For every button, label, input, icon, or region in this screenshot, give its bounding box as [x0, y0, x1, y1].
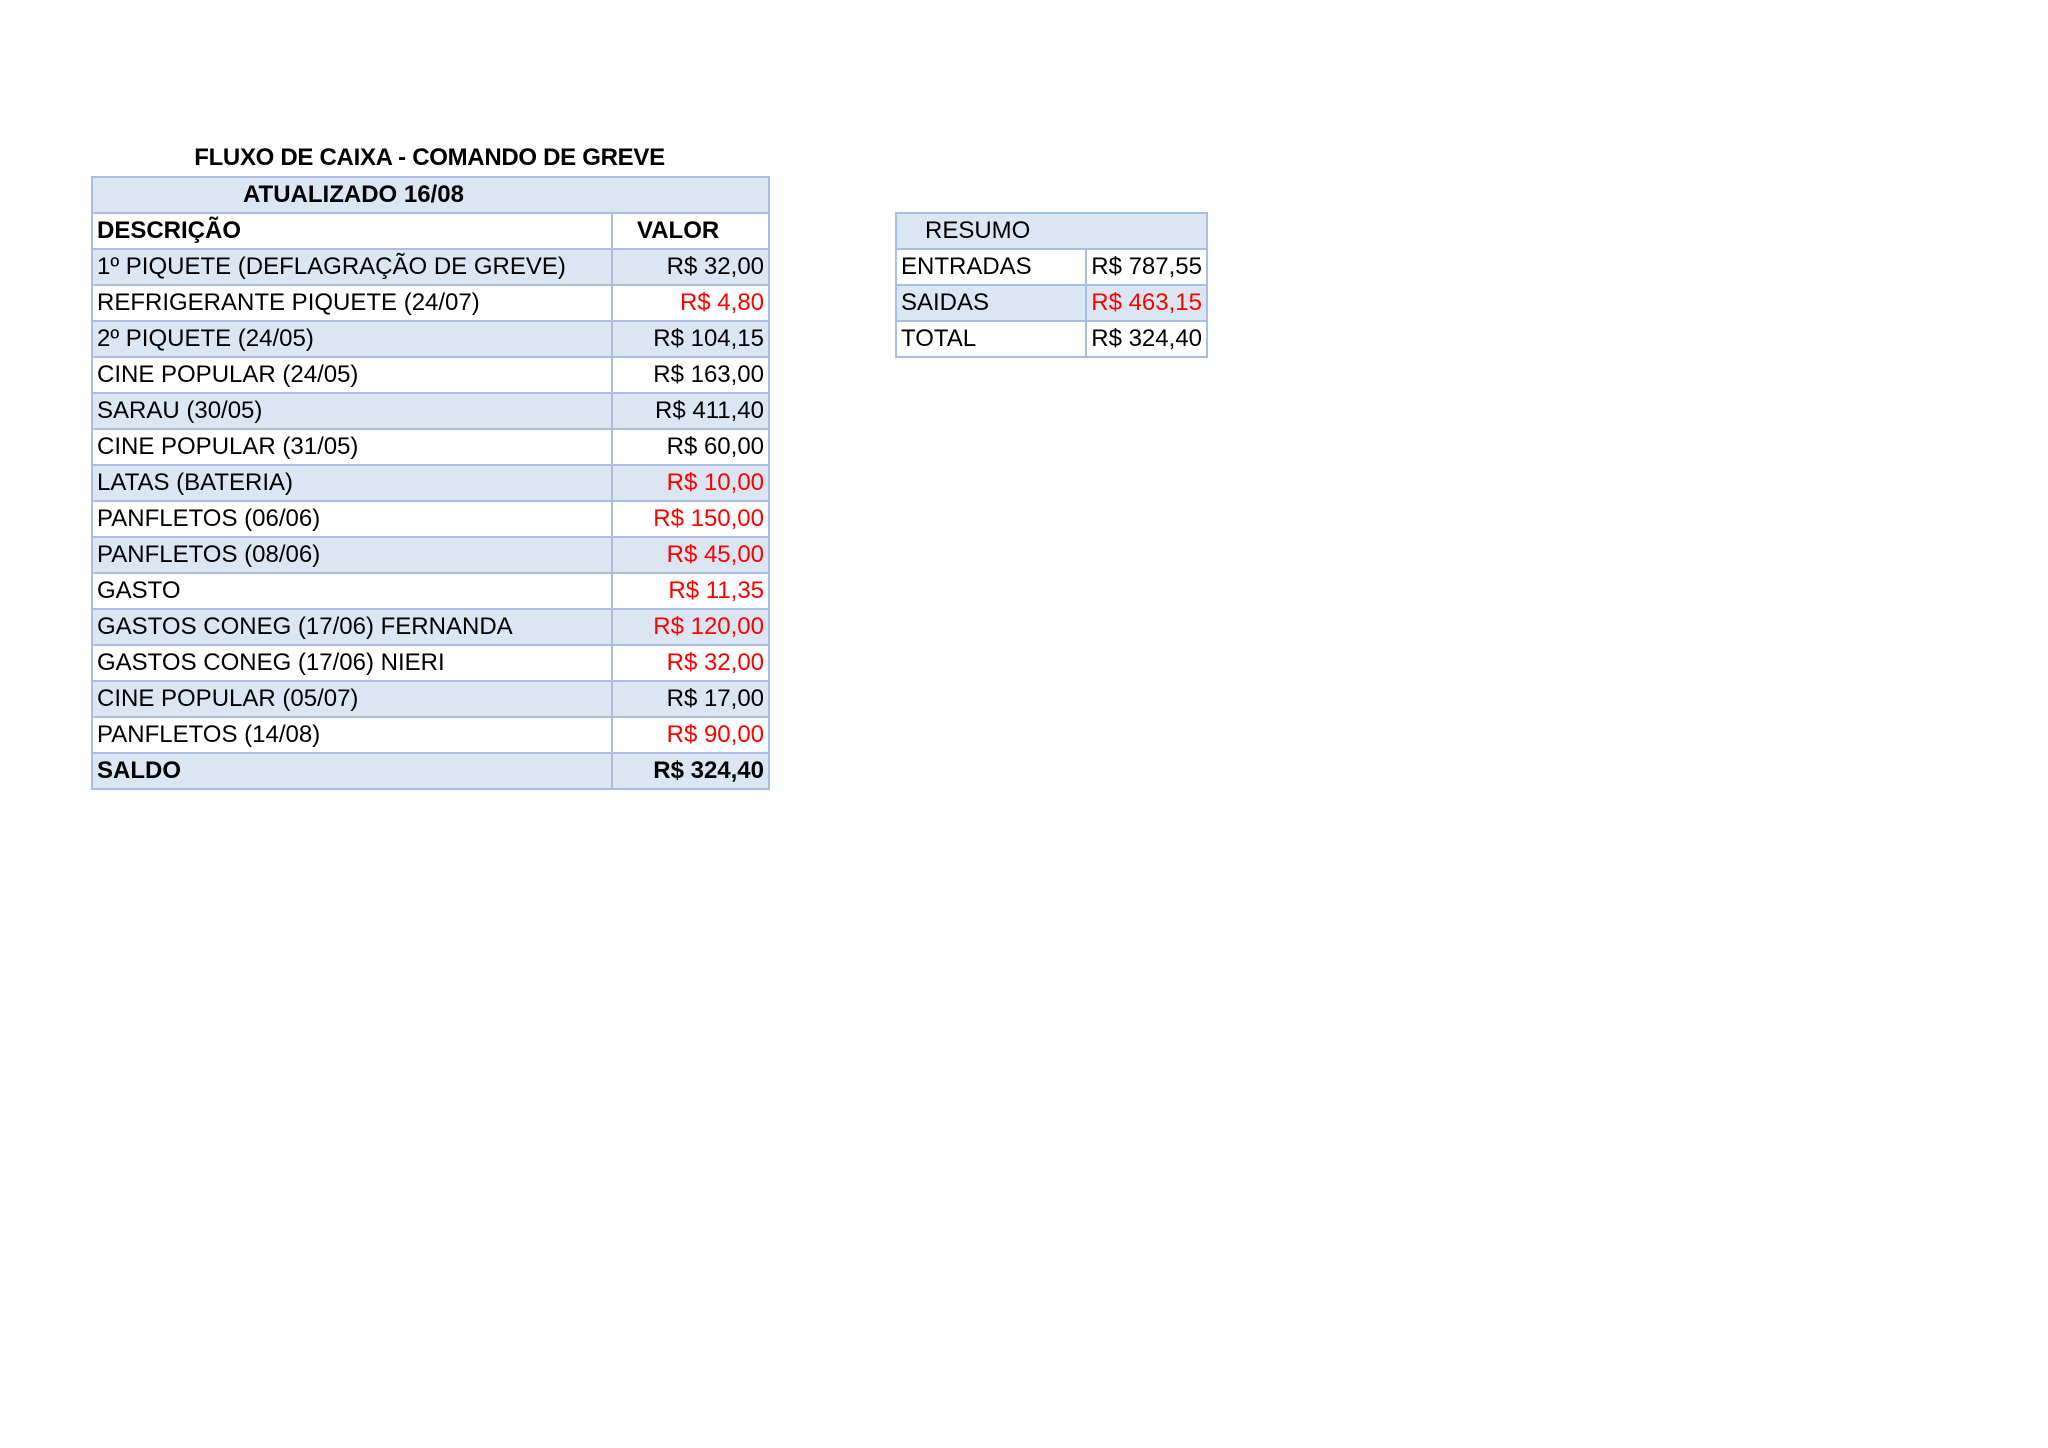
- value-cell[interactable]: R$ 10,00: [612, 465, 769, 501]
- table-row: [92, 501, 769, 537]
- summary-row: [896, 249, 1207, 285]
- summary-label[interactable]: ENTRADAS: [896, 249, 1086, 285]
- value-cell[interactable]: R$ 32,00: [612, 645, 769, 681]
- value-cell[interactable]: R$ 150,00: [612, 501, 769, 537]
- description-cell[interactable]: 2º PIQUETE (24/05): [92, 321, 612, 357]
- summary-label[interactable]: TOTAL: [896, 321, 1086, 357]
- description-cell[interactable]: SARAU (30/05): [92, 393, 612, 429]
- table-row: [92, 357, 769, 393]
- summary-title[interactable]: RESUMO: [896, 213, 1207, 249]
- value-cell[interactable]: R$ 32,00: [612, 249, 769, 285]
- balance-row: [92, 753, 769, 789]
- summary-value[interactable]: R$ 463,15: [1086, 285, 1207, 321]
- description-cell[interactable]: PANFLETOS (08/06): [92, 537, 612, 573]
- value-cell[interactable]: R$ 411,40: [612, 393, 769, 429]
- description-cell[interactable]: CINE POPULAR (05/07): [92, 681, 612, 717]
- table-row: [92, 429, 769, 465]
- summary-label[interactable]: SAIDAS: [896, 285, 1086, 321]
- description-cell[interactable]: CINE POPULAR (24/05): [92, 357, 612, 393]
- value-cell[interactable]: R$ 11,35: [612, 573, 769, 609]
- updated-label[interactable]: ATUALIZADO 16/08: [92, 177, 769, 213]
- table-row: [92, 573, 769, 609]
- table-row: [92, 609, 769, 645]
- balance-label[interactable]: SALDO: [92, 753, 612, 789]
- description-cell[interactable]: LATAS (BATERIA): [92, 465, 612, 501]
- description-cell[interactable]: PANFLETOS (14/08): [92, 717, 612, 753]
- sheet-title: FLUXO DE CAIXA - COMANDO DE GREVE: [194, 144, 665, 171]
- summary-row: [896, 285, 1207, 321]
- cash-flow-table: [91, 176, 770, 790]
- table-row: [92, 285, 769, 321]
- summary-row: [896, 321, 1207, 357]
- value-cell[interactable]: R$ 60,00: [612, 429, 769, 465]
- value-cell[interactable]: R$ 45,00: [612, 537, 769, 573]
- table-row: [92, 645, 769, 681]
- value-cell[interactable]: R$ 90,00: [612, 717, 769, 753]
- description-cell[interactable]: PANFLETOS (06/06): [92, 501, 612, 537]
- table-row: [92, 465, 769, 501]
- table-row: [92, 717, 769, 753]
- description-cell[interactable]: GASTOS CONEG (17/06) NIERI: [92, 645, 612, 681]
- description-cell[interactable]: 1º PIQUETE (DEFLAGRAÇÃO DE GREVE): [92, 249, 612, 285]
- balance-value[interactable]: R$ 324,40: [612, 753, 769, 789]
- summary-header-row: [896, 213, 1207, 249]
- value-cell[interactable]: R$ 163,00: [612, 357, 769, 393]
- table-row: [92, 321, 769, 357]
- description-cell[interactable]: GASTOS CONEG (17/06) FERNANDA: [92, 609, 612, 645]
- value-cell[interactable]: R$ 104,15: [612, 321, 769, 357]
- description-cell[interactable]: CINE POPULAR (31/05): [92, 429, 612, 465]
- updated-row: [92, 177, 769, 213]
- table-row: [92, 393, 769, 429]
- header-row: [92, 213, 769, 249]
- summary-value[interactable]: R$ 324,40: [1086, 321, 1207, 357]
- summary-table: [895, 212, 1208, 358]
- description-cell[interactable]: GASTO: [92, 573, 612, 609]
- description-cell[interactable]: REFRIGERANTE PIQUETE (24/07): [92, 285, 612, 321]
- summary-value[interactable]: R$ 787,55: [1086, 249, 1207, 285]
- table-row: [92, 537, 769, 573]
- value-cell[interactable]: R$ 4,80: [612, 285, 769, 321]
- value-cell[interactable]: R$ 17,00: [612, 681, 769, 717]
- value-cell[interactable]: R$ 120,00: [612, 609, 769, 645]
- header-value[interactable]: VALOR: [612, 213, 769, 249]
- table-row: [92, 249, 769, 285]
- table-row: [92, 681, 769, 717]
- header-description[interactable]: DESCRIÇÃO: [92, 213, 612, 249]
